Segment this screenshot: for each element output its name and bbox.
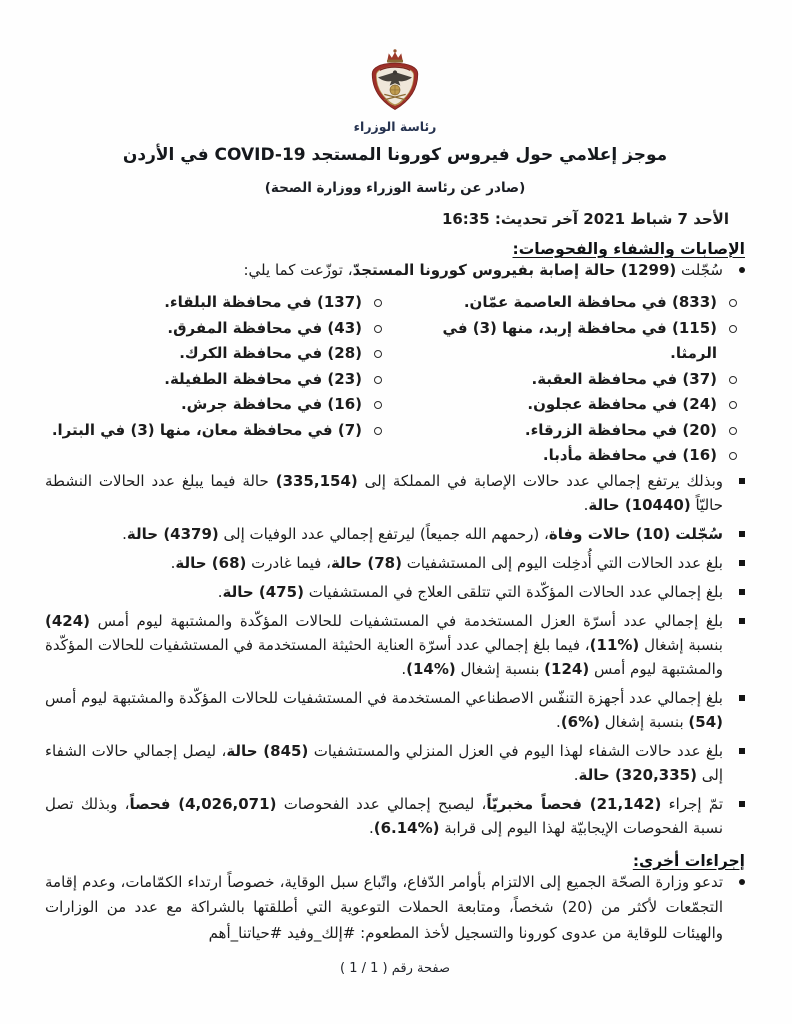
circle-bullet-icon [362, 418, 382, 435]
circle-bullet-icon [717, 316, 737, 333]
list-item-text: بلغ إجمالي عدد الحالات المؤكّدة التي تتلقى العلاج في المستشفيات (475) حالة. [217, 582, 723, 601]
document-subtitle: (صادر عن رئاسة الوزراء ووزارة الصحة) [264, 180, 526, 196]
governorate-case-item [400, 316, 737, 367]
circle-bullet-icon [362, 392, 382, 409]
governorate-case-item [45, 290, 382, 316]
governorates-right-column [400, 290, 737, 469]
square-bullet-icon [723, 522, 745, 537]
circle-bullet-icon [717, 443, 737, 460]
square-bullet-icon [723, 580, 745, 595]
list-item-text: سُجّلت (10) حالات وفاة، (رحمهم الله جميعاً) ليرتفع إجمالي عدد الوفيات إلى (4379) حالة. [122, 524, 723, 543]
page-footer: صفحة رقم ( 1 / 1 ) [339, 961, 451, 976]
list-item-text: (20) في محافظة الزرقاء. [524, 420, 717, 439]
procedures-list [45, 870, 745, 947]
statistic-bullet-item [45, 551, 745, 575]
governorate-case-item [45, 367, 382, 393]
list-item-text: (16) في محافظة مأدبا. [542, 446, 717, 464]
square-bullet-icon [723, 609, 745, 624]
statistic-bullet-item [45, 580, 745, 604]
statistic-bullet-item [45, 686, 745, 734]
logo-caption: رئاسة الوزراء [353, 119, 437, 134]
circle-bullet-icon [362, 341, 382, 358]
governorate-case-item [400, 290, 737, 316]
statistic-bullet-item [45, 739, 745, 787]
circle-bullet-icon [362, 290, 382, 307]
list-item-text: بلغ إجمالي عدد أسرّة العزل المستخدمة في المستشفيات للحالات المؤكّدة والمشتبهة ليوم أمس (424) بنسبة إشغال (%11)، فيما بلغ إجمالي عدد أسرّة العناية الحثيثة المستخدمة في المستشفيات للحالات المؤكّدة والمشتبهة ليوم أمس (124) بنسبة إشغال (%14). [45, 611, 723, 678]
circle-bullet-icon [362, 367, 382, 384]
section-heading-procedures-text: إجراءات أخرى: [632, 851, 745, 870]
circle-bullet-icon [717, 418, 737, 435]
governorates-grid [45, 290, 745, 469]
list-item-text: تمّ إجراء (21,142) فحصاً مخبريّاً، ليصبح إجمالي عدد الفحوصات (4,026,071) فحصاً، وبذلك تصل نسبة الفحوصات الإيجابيّة لهذا اليوم إلى قرابة (%6.14). [45, 794, 723, 837]
crown-icon [387, 49, 403, 62]
document-header [45, 0, 745, 196]
circle-bullet-icon [362, 316, 382, 333]
governorate-case-item [400, 443, 737, 469]
list-item-text: (23) في محافظة الطفيلة. [164, 369, 362, 388]
section-heading-cases-text: الإصابات والشفاء والفحوصات: [512, 240, 745, 258]
governorate-case-item [45, 341, 382, 367]
coat-of-arms-icon [350, 48, 440, 114]
list-item-text: (28) في محافظة الكرك. [179, 344, 362, 362]
jordan-coat-of-arms-logo [350, 48, 440, 134]
square-bullet-icon [723, 792, 745, 807]
governorate-case-item [45, 316, 382, 342]
document-title: موجز إعلامي حول فيروس كورونا المستجد COVID-19 في الأردن [122, 145, 668, 165]
statistic-bullet-item [45, 522, 745, 546]
statistic-bullet-item [45, 609, 745, 681]
governorate-case-item [400, 418, 737, 444]
square-bullet-icon [723, 686, 745, 701]
governorate-case-item [400, 367, 737, 393]
list-item-text: بلغ عدد حالات الشفاء لهذا اليوم في العزل المنزلي والمستشفيات (845) حالة، ليصل إجمالي حالات الشفاء إلى (320,335) حالة. [45, 741, 724, 784]
governorate-case-item [400, 392, 737, 418]
list-item-text: سُجّلت (1299) حالة إصابة بفيروس كورونا المستجدّ، توزّعت كما يلي: [243, 261, 723, 279]
globe-icon [390, 85, 400, 95]
square-bullet-icon [723, 739, 745, 754]
list-item-text: (16) في محافظة جرش. [180, 395, 362, 413]
list-item-text: (37) في محافظة العقبة. [531, 369, 717, 388]
cases-intro-item [45, 258, 745, 282]
section-heading-cases [45, 240, 745, 258]
date-line [45, 210, 745, 228]
list-item-text: بلغ إجمالي عدد أجهزة التنفّس الاصطناعي المستخدمة في المستشفيات للحالات المؤكّدة والمشتبهة ليوم أمس (54) بنسبة إشغال (%6). [45, 688, 723, 731]
circle-bullet-icon [717, 367, 737, 384]
cases-intro-list [45, 258, 745, 282]
governorate-case-item [45, 418, 382, 444]
governorate-case-item [45, 392, 382, 418]
list-item-text: (115) في محافظة إربد، منها (3) في الرمثا. [442, 318, 717, 362]
circle-bullet-icon [717, 290, 737, 307]
list-item-text: تدعو وزارة الصحّة الجميع إلى الالتزام بأوامر الدّفاع، واتّباع سبل الوقاية، خصوصاً ارتداء الكمّامات، وعدم إقامة التجمّعات لأكثر من (20) شخصاً، ومتابعة الحملات التوعوية التي أطلقتها بالشراكة مع عدد من الوزارات والهيئات للوقاية من عدوى كورونا والتسجيل لأخذ المطعوم: #إلك_وفيد #حياتنا_أهم [45, 872, 724, 942]
statistic-bullet-item [45, 792, 745, 840]
governorates-left-column [45, 290, 382, 469]
list-item-text: (137) في محافظة البلقاء. [164, 293, 362, 311]
disc-bullet-icon [723, 870, 745, 885]
list-item-text: (833) في محافظة العاصمة عمّان. [463, 293, 717, 311]
procedure-bullet-item [45, 870, 745, 947]
circle-bullet-icon [717, 392, 737, 409]
statistics-list [45, 469, 745, 840]
list-item-text: (7) في محافظة معان، منها (3) في البترا. [51, 420, 362, 439]
disc-bullet-icon [723, 258, 745, 273]
date-line-text: الأحد 7 شباط 2021 آخر تحديث: 16:35 [441, 210, 729, 228]
list-item-text: (43) في محافظة المفرق. [167, 318, 362, 337]
section-heading-procedures [45, 852, 745, 870]
list-item-text: (24) في محافظة عجلون. [527, 395, 717, 413]
list-item-text: وبذلك يرتفع إجمالي عدد حالات الإصابة في المملكة إلى (335,154) حالة فيما يبلغ عدد الحالات النشطة حاليّاً (10440) حالة. [45, 471, 723, 514]
square-bullet-icon [723, 469, 745, 484]
list-item-text: بلغ عدد الحالات التي أُدخِلت اليوم إلى المستشفيات (78) حالة، فيما غادرت (68) حالة. [170, 553, 723, 572]
statistic-bullet-item [45, 469, 745, 517]
square-bullet-icon [723, 551, 745, 566]
